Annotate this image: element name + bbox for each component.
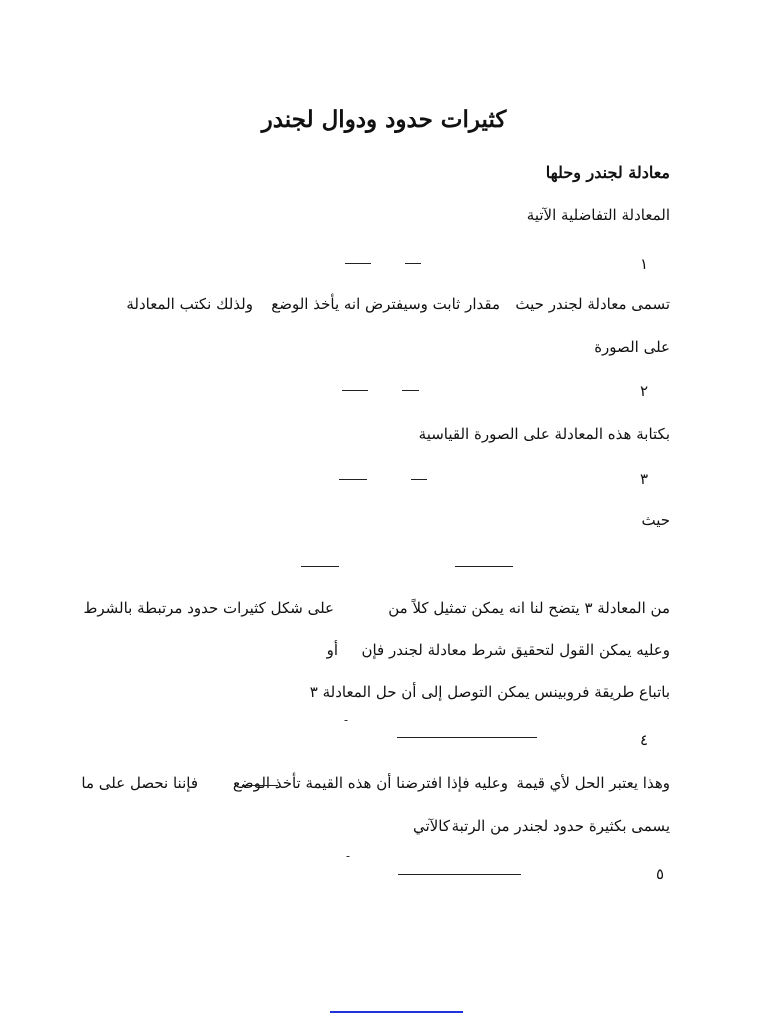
eq2-fraction-bar-2 xyxy=(402,390,419,391)
eq2-number: ٢ xyxy=(639,382,648,400)
eq4-fraction-bar xyxy=(397,737,537,738)
text-valid-solution: وهذا يعتبر الحل لأي قيمة xyxy=(516,774,670,792)
text-named-legendre: تسمى معادلة لجندر حيث xyxy=(515,295,670,313)
value-bar xyxy=(242,785,278,786)
eq3-fraction-bar-2 xyxy=(411,479,427,480)
eq4-dash: - xyxy=(344,713,349,727)
eq1-fraction-bar-1 xyxy=(345,263,371,264)
text-from-equation-3: من المعادلة ٣ يتضح لنا انه يمكن تمثيل كلاً من xyxy=(388,599,670,617)
eq5-fraction-bar xyxy=(398,874,521,875)
eq4-number: ٤ xyxy=(639,731,648,749)
text-on-form: على الصورة xyxy=(594,338,670,356)
text-we-get: فإننا نحصل على ما xyxy=(81,774,198,792)
text-standard-form: بكتابة هذه المعادلة على الصورة القياسية xyxy=(418,425,670,443)
text-polynomial-condition: على شكل كثيرات حدود مرتبطة بالشرط xyxy=(83,599,334,617)
text-where: حيث xyxy=(641,511,670,529)
page-title: كثيرات حدود ودوال لجندر xyxy=(261,106,507,133)
text-as-follows: كالآتي xyxy=(413,817,450,835)
eq2-fraction-bar-1 xyxy=(342,390,368,391)
eq1-fraction-bar-2 xyxy=(405,263,421,264)
eq1-number: ١ xyxy=(639,255,648,273)
intro-text: المعادلة التفاضلية الآتية xyxy=(526,206,670,224)
eq5-dash: - xyxy=(346,849,351,863)
text-hence: وعليه يمكن القول لتحقيق شرط معادلة لجندر فإن xyxy=(361,641,670,659)
text-or: أو xyxy=(326,641,338,659)
text-assume-value: وعليه فإذا افترضنا أن هذه القيمة تأخذ الوضع xyxy=(232,774,508,792)
def-fraction-bar-2 xyxy=(455,566,513,567)
eq3-fraction-bar-1 xyxy=(339,479,367,480)
section-heading: معادلة لجندر وحلها xyxy=(545,163,670,182)
def-fraction-bar-1 xyxy=(301,566,339,567)
text-called-polynomial: يسمى بكثيرة حدود لجندر من الرتبة xyxy=(451,817,670,835)
text-constant: مقدار ثابت وسيفترض انه يأخذ الوضع xyxy=(271,295,500,313)
footer-link-underline[interactable] xyxy=(330,1011,463,1013)
eq3-number: ٣ xyxy=(639,470,648,488)
text-frobenius: باتباع طريقة فروبينس يمكن التوصل إلى أن حل المعادلة ٣ xyxy=(309,683,670,701)
eq5-number: ٥ xyxy=(655,865,664,883)
text-write-equation: ولذلك نكتب المعادلة xyxy=(126,295,253,313)
